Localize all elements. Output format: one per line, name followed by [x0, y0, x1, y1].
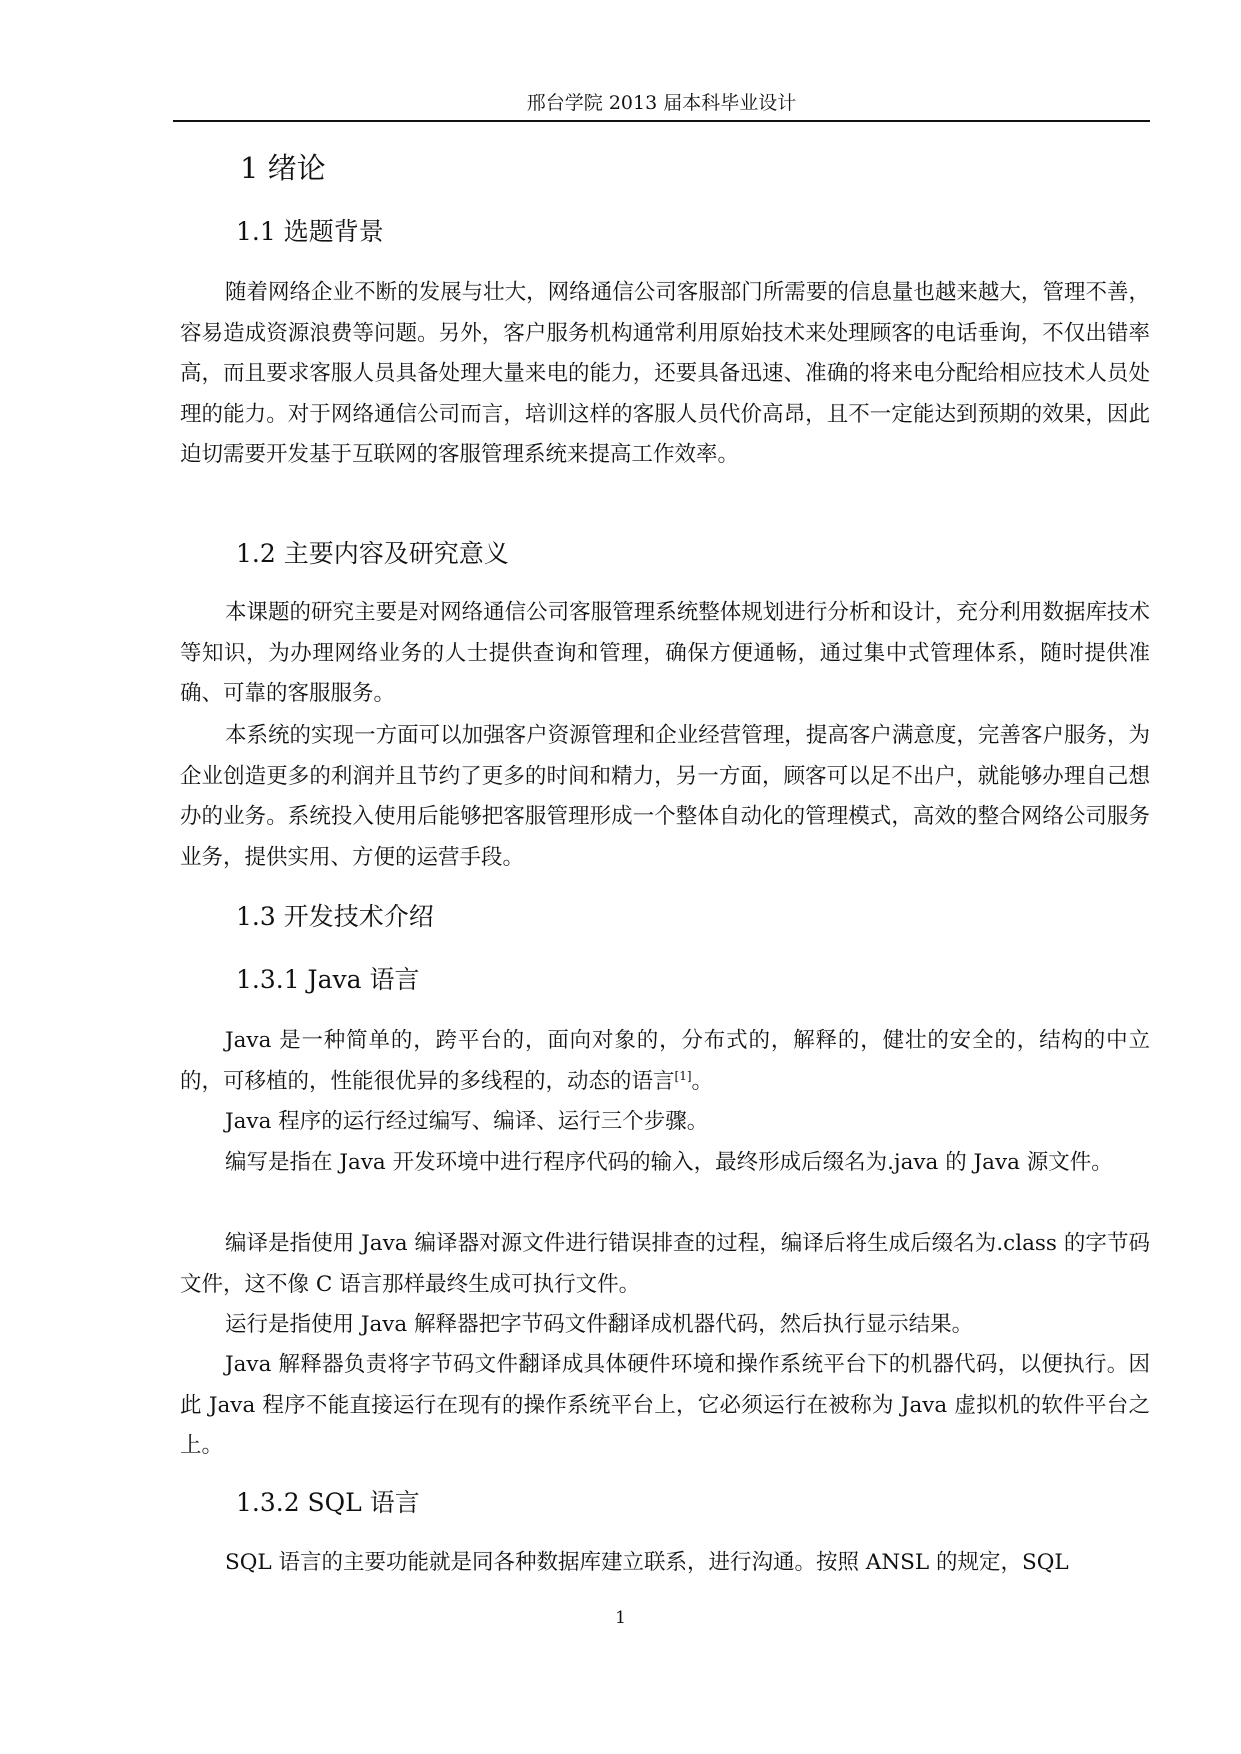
- running-header: 邢台学院 2013 届本科毕业设计: [173, 88, 1150, 122]
- paragraph-java-write: 编写是指在 Java 开发环境中进行程序代码的输入，最终形成后缀名为.java 的 Java 源文件。: [225, 1150, 1113, 1175]
- section-title-1-1: 1.1 选题背景: [236, 217, 384, 246]
- page-number: 1: [615, 1608, 626, 1628]
- section-title-1-3: 1.3 开发技术介绍: [236, 902, 434, 931]
- paragraph-java-steps: Java 程序的运行经过编写、编译、运行三个步骤。: [225, 1109, 709, 1134]
- paragraph-java-intro-end: 。: [691, 1068, 714, 1094]
- chapter-title: 1 绪论: [240, 151, 326, 185]
- paragraph-java-intro: [180, 1021, 1150, 1102]
- citation-ref: [1]: [674, 1068, 692, 1083]
- paragraph-background: 随着网络企业不断的发展与壮大，网络通信公司客服部门所需要的信息量也越来越大，管理不善，容易造成资源浪费等问题。另外，客户服务机构通常利用原始技术来处理顾客的电话垂询，不仅出错率高，而且要求客服人员具备处理大量来电的能力，还要具备迅速、准确的将来电分配给相应技术人员处理的能力。对于网络通信公司而言，培训这样的客服人员代价高昂，且不一定能达到预期的效果，因此迫切需要开发基于互联网的客服管理系统来提高工作效率。: [180, 280, 1150, 467]
- section-title-1-3-2: 1.3.2 SQL 语言: [236, 1488, 420, 1517]
- section-title-1-2: 1.2 主要内容及研究意义: [236, 539, 509, 568]
- paragraph-java-compile: 编译是指使用 Java 编译器对源文件进行错误排查的过程，编译后将生成后缀名为.class 的字节码文件，这不像 C 语言那样最终生成可执行文件。: [180, 1231, 1150, 1297]
- paragraph-java-run: 运行是指使用 Java 解释器把字节码文件翻译成机器代码，然后执行显示结果。: [225, 1312, 974, 1337]
- section-title-1-3-1: 1.3.1 Java 语言: [236, 965, 420, 994]
- paragraph-content: 本课题的研究主要是对网络通信公司客服管理系统整体规划进行分析和设计，充分利用数据库技术等知识，为办理网络业务的人士提供查询和管理，确保方便通畅，通过集中式管理体系，随时提供准确、可靠的客服服务。: [180, 600, 1150, 706]
- paragraph-java-interpreter: Java 解释器负责将字节码文件翻译成具体硬件环境和操作系统平台下的机器代码，以便执行。因此 Java 程序不能直接运行在现有的操作系统平台上，它必须运行在被称为 Java 虚拟机的软件平台之上。: [180, 1352, 1150, 1458]
- paragraph-significance: 本系统的实现一方面可以加强客户资源管理和企业经营管理，提高客户满意度，完善客户服务，为企业创造更多的利润并且节约了更多的时间和精力，另一方面，顾客可以足不出户，就能够办理自己想办的业务。系统投入使用后能够把客服管理形成一个整体自动化的管理模式，高效的整合网络公司服务业务，提供实用、方便的运营手段。: [180, 723, 1150, 870]
- paragraph-java-intro-text: Java 是一种简单的，跨平台的，面向对象的，分布式的，解释的，健壮的安全的，结构的中立的，可移植的，性能很优异的多线程的，动态的语言: [180, 1028, 1150, 1094]
- paragraph-sql-intro: SQL 语言的主要功能就是同各种数据库建立联系，进行沟通。按照 ANSL 的规定，SQL: [225, 1550, 1069, 1575]
